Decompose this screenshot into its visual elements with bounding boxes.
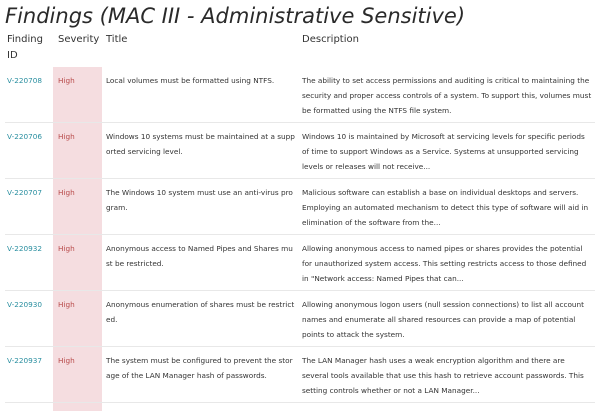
finding-description: Allowing anonymous access to named pipes or shares provides the potential for unauthorized system access. This setting restricts access to those defined in "Network access: Named Pipes that can... (302, 244, 587, 283)
table-row (0, 67, 600, 123)
table-row (0, 179, 600, 235)
finding-title: The Windows 10 system must use an anti-virus program. (106, 188, 293, 212)
table-row (0, 291, 600, 347)
finding-title: Anonymous access to Named Pipes and Shares must be restricted. (106, 244, 293, 268)
severity-badge: High (58, 356, 75, 365)
finding-description: Malicious software can establish a base on individual desktops and servers. Employing an automated mechanism to detect this type of software will aid in elimination of the software from the... (302, 188, 589, 227)
finding-id-link[interactable]: V-220932 (7, 244, 43, 253)
finding-id-link[interactable]: V-220937 (7, 356, 43, 365)
finding-description: The LAN Manager hash uses a weak encryption algorithm and there are several tools available that use this hash to retrieve account passwords. This setting controls whether or not a LAN Manager... (302, 356, 584, 395)
finding-title: Anonymous enumeration of shares must be restricted. (106, 300, 295, 324)
severity-badge: High (58, 300, 75, 309)
finding-description: The ability to set access permissions and auditing is critical to maintaining the security and proper access controls of a system. To support this, volumes must be formatted using the NTFS file system. (302, 76, 592, 115)
finding-id-link[interactable]: V-220706 (7, 132, 43, 141)
severity-badge: High (58, 132, 75, 141)
column-header-title: Title (106, 34, 128, 45)
finding-description: Allowing anonymous logon users (null session connections) to list all account names and enumerate all shared resources can provide a map of potential points to attack the system. (302, 300, 585, 339)
severity-badge: High (58, 244, 75, 253)
finding-title: The system must be configured to prevent the storage of the LAN Manager hash of passwords. (106, 356, 293, 380)
finding-title: Windows 10 systems must be maintained at a supported servicing level. (106, 132, 295, 156)
table-row (0, 123, 600, 179)
severity-badge: High (58, 188, 75, 197)
severity-badge: High (58, 76, 75, 85)
table-row (0, 347, 600, 403)
column-header-severity: Severity (58, 34, 100, 45)
column-header-finding-id: Finding ID (7, 34, 43, 61)
finding-id-link[interactable]: V-220708 (7, 76, 43, 85)
finding-title: Local volumes must be formatted using NTFS. (106, 76, 275, 85)
page-title: Findings (MAC III - Administrative Sensitive) (5, 4, 466, 28)
column-header-description: Description (302, 34, 359, 45)
row-divider (5, 402, 595, 403)
table-row (0, 235, 600, 291)
finding-id-link[interactable]: V-220930 (7, 300, 43, 309)
finding-id-link[interactable]: V-220707 (7, 188, 43, 197)
finding-description: Windows 10 is maintained by Microsoft at servicing levels for specific periods of time to support Windows as a Service. Systems at unsupported servicing levels or releases will not receive... (302, 132, 585, 171)
